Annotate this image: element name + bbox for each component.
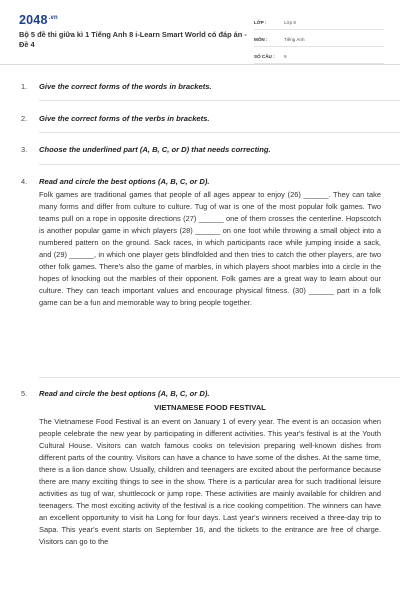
question-instruction: Read and circle the best options (A, B, C, or D). (39, 389, 210, 398)
meta-value-class: Lớp 8 (284, 19, 296, 25)
document-meta (254, 15, 384, 66)
meta-value-question-count: 9 (284, 53, 287, 59)
logo-suffix: .vn (48, 14, 58, 21)
document-title: Bộ 5 đề thi giữa kì 1 Tiếng Anh 8 i-Learn Smart World có đáp án - Đề 4 (19, 30, 247, 49)
meta-row-question-count (254, 49, 384, 64)
divider (39, 164, 400, 165)
meta-label-class: LỚP : (254, 19, 267, 25)
meta-row-class (254, 15, 384, 30)
meta-label-subject: MÔN : (254, 36, 268, 42)
question-number: 2. (21, 114, 28, 123)
reading-passage: The Vietnamese Food Festival is an event on January 1 of every year. The event is an occasion when people celebrate the new year by participating in different activities. This year's festival is at the Youth Cultural House. Visitors can watch famous cooks on television preparing well-known dishes from different parts of the country. Visitors can have a chance to have some of the dishes. At the same time, there is a lion dance show. Usually, children and teenagers are excited about the performance because there are many exciting things to see in the show. There is a particular area for such traditional leisure activities as tug of war, shuttlecock or jump rope. These activities are mainly available for children and teenagers. The most exciting activity of the festival is a rice cooking competition. The winners can have an excellent opportunity to visit ha Long for four days. Last year's winners received a three-day trip to Sapa. This year's event starts on September 16, and the tickets to the entrance are free of charge. Visitors can go to the (39, 417, 381, 546)
passage-title: VIETNAMESE FOOD FESTIVAL (154, 403, 266, 412)
meta-label-question-count: SỐ CÂU : (254, 53, 275, 59)
meta-row-subject (254, 32, 384, 47)
site-logo[interactable] (19, 13, 58, 27)
divider (39, 100, 400, 101)
question-instruction: Give the correct forms of the verbs in brackets. (39, 114, 210, 123)
question-instruction: Choose the underlined part (A, B, C, or D) that needs correcting. (39, 145, 271, 154)
question-instruction: Read and circle the best options (A, B, C, or D). (39, 177, 210, 186)
question-instruction: Give the correct forms of the words in brackets. (39, 82, 212, 91)
question-number: 1. (21, 82, 28, 91)
divider (39, 377, 400, 378)
divider (39, 132, 400, 133)
question-number: 3. (21, 145, 28, 154)
logo-text: 2048 (19, 13, 48, 27)
document-header (0, 0, 400, 65)
question-number: 4. (21, 177, 28, 186)
question-number: 5. (21, 389, 28, 398)
meta-value-subject: Tiếng Anh (284, 36, 305, 42)
reading-passage: Folk games are traditional games that people of all ages appear to enjoy (26) ______. They can take many forms and differ from culture to culture. Tug of war is one of the most popular folk games. Two teams pull on a rope in opposite directions (27) ______ one of them crosses the centerline. Hopscotch is another popular game in which players (28) ______ on one foot while throwing a small object into a numbered pattern on the ground. Sack races, in which participants race while jumping inside a sack, and (29) ______, in which one player gets blindfolded and then tries to catch the other players, are two other folk games. There's also the game of marbles, in which players shoot marbles into a circle in the hopes of knocking out the marbles of their opponent. Folk games are a great way to learn about our culture. They can teach important values and encourage physical fitness. (30) ______ part in a folk game can be a fun and memorable way to bring people together. (39, 190, 381, 307)
